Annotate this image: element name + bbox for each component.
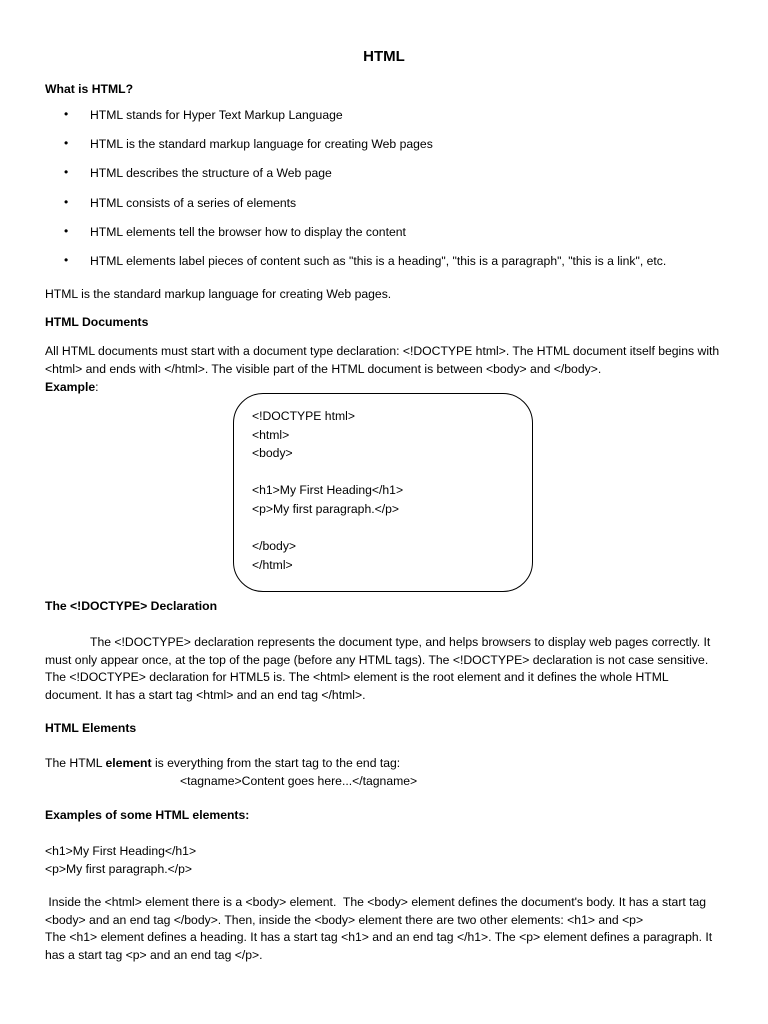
bullet-icon: • bbox=[64, 136, 69, 151]
examples-heading: Examples of some HTML elements: bbox=[45, 808, 250, 822]
code-line bbox=[252, 519, 403, 538]
code-line: <h1>My First Heading</h1> bbox=[252, 483, 404, 498]
code-line: <html> bbox=[252, 427, 290, 442]
bullet-icon: • bbox=[64, 252, 69, 267]
code-line: </body> bbox=[252, 539, 297, 554]
code-line: <p>My first paragraph.</p> bbox=[252, 501, 400, 516]
code-line: <!DOCTYPE html> bbox=[252, 409, 355, 423]
section-heading-elements: HTML Elements bbox=[45, 721, 137, 735]
example-label: Example: bbox=[45, 380, 99, 394]
documents-paragraph: All HTML documents must start with a document type declaration: <!DOCTYPE html>. The HTML document itself begins with <html> and ends with </html>. The visible part of the HTML document is between <body> and </body>. bbox=[45, 344, 720, 376]
bullet-icon: • bbox=[64, 165, 69, 180]
bullet-icon: • bbox=[64, 194, 69, 209]
element-examples bbox=[45, 843, 196, 878]
section-heading-documents: HTML Documents bbox=[45, 315, 149, 329]
section-heading-what-is: What is HTML? bbox=[45, 82, 134, 96]
tag-syntax-example: <tagname>Content goes here...</tagname> bbox=[180, 774, 418, 788]
elements-intro: The HTML element is everything from the start tag to the end tag: bbox=[45, 756, 401, 770]
code-example bbox=[252, 407, 403, 574]
page-title: HTML bbox=[363, 48, 405, 65]
code-line: <p>My first paragraph.</p> bbox=[45, 861, 193, 876]
bullet-icon: • bbox=[64, 223, 69, 238]
code-line: <body> bbox=[252, 446, 293, 461]
doctype-paragraph: The <!DOCTYPE> declaration represents the document type, and helps browsers to display web pages correctly. It must only appear once, at the top of the page (before any HTML tags). The <!DOCTYPE> declaration is not case sensitive. The <!DOCTYPE> declaration for HTML5 is. The <html> element is the root element and it defines the whole HTML document. It has a start tag <html> and an end tag </html>. bbox=[45, 635, 711, 702]
code-line bbox=[252, 463, 403, 482]
summary-text: HTML is the standard markup language for creating Web pages. bbox=[45, 287, 392, 301]
section-heading-doctype: The <!DOCTYPE> Declaration bbox=[45, 599, 218, 613]
bullet-icon: • bbox=[64, 107, 69, 121]
closing-paragraph: Inside the <html> element there is a <body> element. The <body> element defines the document's body. It has a start tag <body> and an end tag </body>. Then, inside the <body> element there are two other elements: <h1> and <p> The <h1> element defines a heading. It has a start tag <h1> and an end tag </h1>. The <p> element defines a paragraph. It has a start tag <p> and an end tag </p>. bbox=[45, 895, 716, 962]
code-line: </html> bbox=[252, 557, 293, 572]
code-line: <h1>My First Heading</h1> bbox=[45, 844, 197, 858]
